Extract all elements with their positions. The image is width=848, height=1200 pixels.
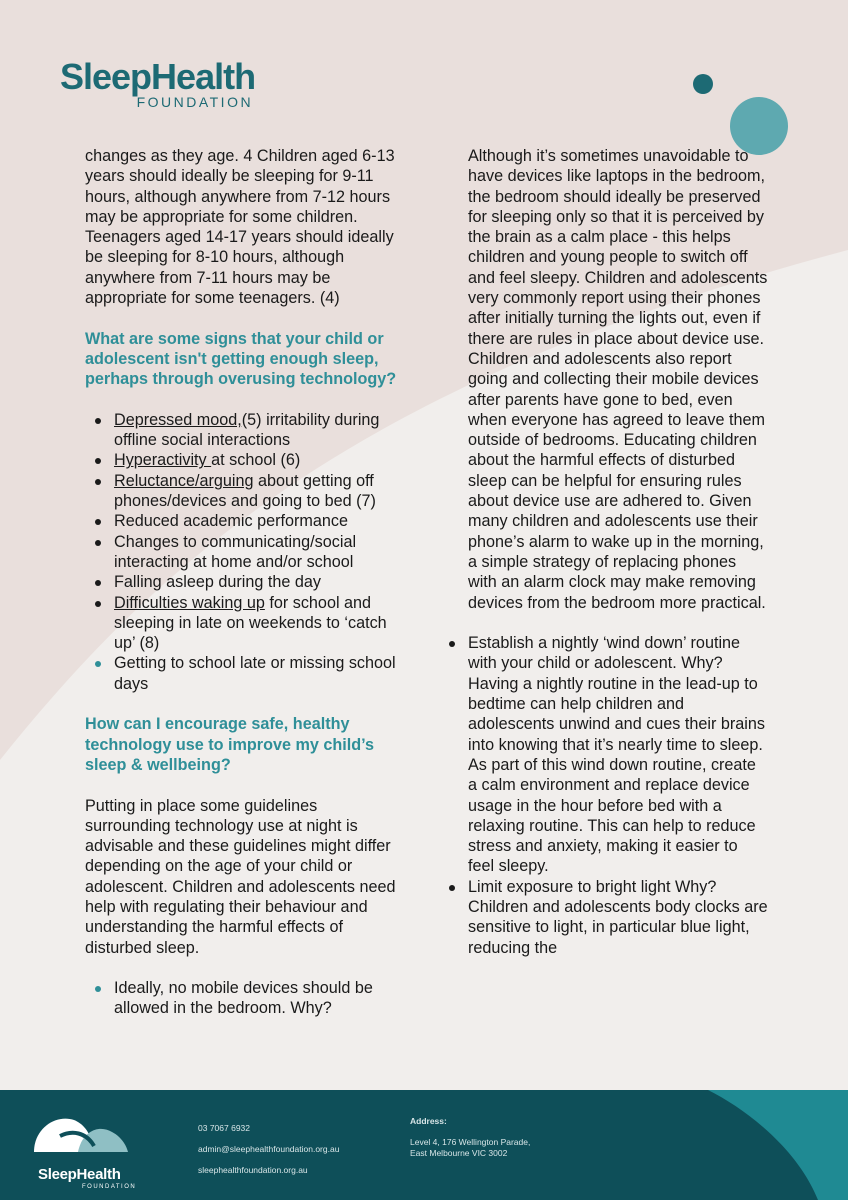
list-item: Getting to school late or missing school days	[85, 653, 405, 694]
list-item: Depressed mood,(5) irritability during offline social interactions	[85, 410, 405, 451]
continuation-paragraph: Although it’s sometimes unavoidable to have devices like laptops in the bedroom, the bedroom should ideally be preserved for sleeping only so that it is perceived by the brain as a calm place - this helps children and young people to switch off and feel sleepy. Children and adolescents very commonly report using their phones after initially turning the lights out, even if there are rules in place about device use. Children and adolescents also report going and collecting their mobile devices after parents have gone to bed, even when everyone has agreed to leave them outside of bedrooms. Educating children about the harmful effects of disturbed sleep can be helpful for ensuring rules about device use are adhered to. Given many children and adolescents use their phone’s alarm to wake up in the morning, a simple strategy of replacing phones with an alarm clock may make removing devices from the bedroom more practical.	[468, 147, 768, 612]
footer-phone[interactable]: 03 7067 6932	[198, 1123, 250, 1133]
cloud-logo-icon	[30, 1110, 140, 1160]
footer-email[interactable]: admin@sleephealthfoundation.org.au	[198, 1144, 340, 1154]
signs-list	[85, 410, 405, 694]
list-item: Reluctance/arguing about getting off phones/devices and going to bed (7)	[85, 471, 405, 512]
logo-wordmark: SleepHealth	[60, 56, 256, 97]
list-item: Hyperactivity at school (6)	[85, 450, 405, 470]
guidelines-paragraph: Putting in place some guidelines surrounding technology use at night is advisable and these guidelines might differ depending on the age of your child or adolescent. Children and adolescents need help with regulating their behaviour and understanding the harmful effects of disturbed sleep.	[85, 796, 396, 957]
decorative-dot-small	[693, 74, 713, 94]
footer	[0, 1090, 848, 1200]
footer-logo-subtitle: FOUNDATION	[82, 1184, 137, 1190]
address-label: Address:	[410, 1116, 447, 1126]
footer-address	[410, 1116, 530, 1159]
address-line-1: Level 4, 176 Wellington Parade,	[410, 1137, 531, 1147]
tips-list	[439, 633, 768, 958]
intro-paragraph: changes as they age. 4 Children aged 6-13 years should ideally be sleeping for 9-11 hours, although anywhere from 7-12 hours may be appropriate for some children. Teenagers aged 14-17 years should ideally be sleeping for 8-10 hours, although anywhere from 7-11 hours may be appropriate for some teenagers. (4)	[85, 147, 395, 308]
list-item: Changes to communicating/social interacting at home and/or school	[85, 532, 405, 573]
left-column	[85, 146, 405, 1019]
header-logo	[60, 58, 255, 110]
list-item: Falling asleep during the day	[85, 572, 405, 592]
list-item: Limit exposure to bright light Why? Children and adolescents body clocks are sensitive to light, in particular blue light, reducing the	[439, 877, 768, 958]
list-item: Ideally, no mobile devices should be allowed in the bedroom. Why?	[85, 978, 405, 1019]
list-item: Difficulties waking up for school and sleeping in late on weekends to ‘catch up’ (8)	[85, 593, 405, 654]
footer-logo	[30, 1110, 140, 1190]
footer-decorative-curve	[708, 1090, 848, 1200]
heading-signs: What are some signs that your child or adolescent isn't getting enough sleep, perhaps through overusing technology?	[85, 329, 397, 389]
logo-subtitle: FOUNDATION	[136, 94, 254, 110]
right-column	[468, 146, 768, 958]
footer-website[interactable]: sleephealthfoundation.org.au	[198, 1165, 308, 1175]
heading-encourage: How can I encourage safe, healthy technology use to improve my child’s sleep & wellbeing?	[85, 715, 375, 774]
address-line-2: East Melbourne VIC 3002	[410, 1148, 508, 1158]
footer-logo-wordmark: SleepHealth	[38, 1166, 121, 1183]
footer-contact	[198, 1118, 339, 1181]
list-item: Reduced academic performance	[85, 511, 405, 531]
tips-list-start	[85, 978, 405, 1019]
list-item: Establish a nightly ‘wind down’ routine with your child or adolescent. Why? Having a nightly routine in the lead-up to bedtime can help children and adolescents unwind and cues their brains into knowing that it’s nearly time to sleep. As part of this wind down routine, create a calm environment and replace device usage in the hour before bed with a relaxing routine. This can help to reduce stress and anxiety, making it easier to feel sleepy.	[439, 633, 768, 877]
